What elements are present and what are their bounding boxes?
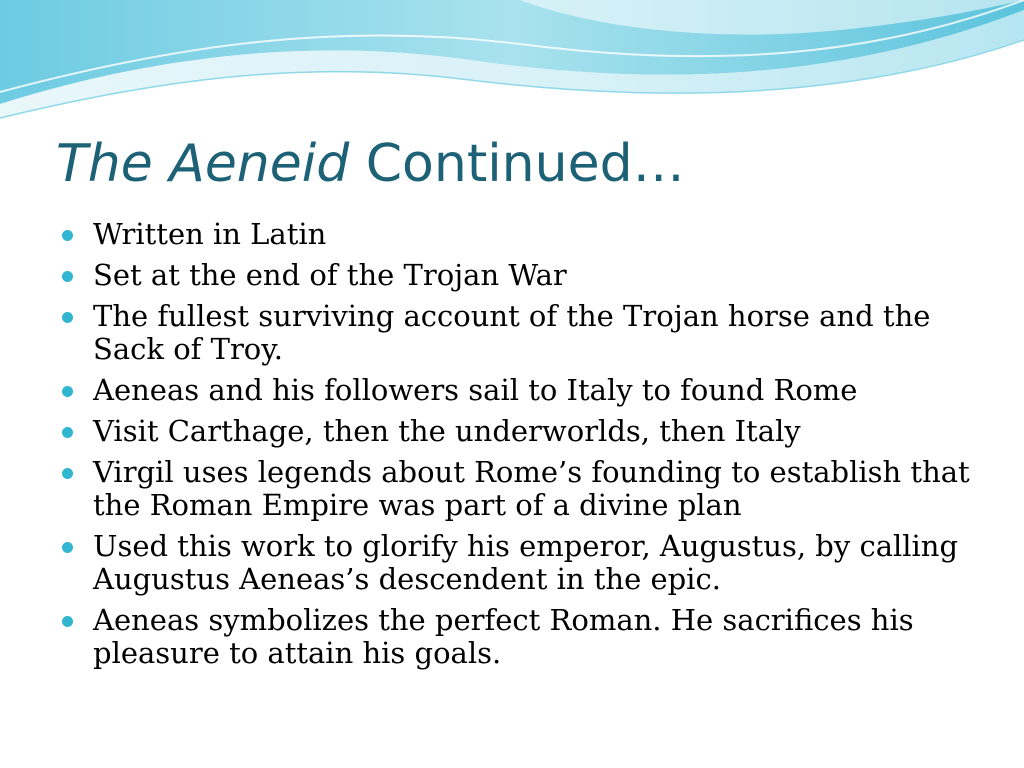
bullet-text: Aeneas and his followers sail to Italy to found Rome: [93, 373, 858, 407]
bullet-marker-icon: [62, 230, 73, 241]
bullet-text: Visit Carthage, then the underworlds, then Italy: [93, 414, 801, 448]
bullet-marker-icon: [62, 271, 73, 282]
bullet-text: Set at the end of the Trojan War: [93, 258, 567, 292]
bullet-text: Aeneas symbolizes the perfect Roman. He sacrifices his pleasure to attain his goals.: [93, 603, 914, 670]
bullet-marker-icon: [62, 427, 73, 438]
bullet-item: [62, 259, 982, 292]
bullet-marker-icon: [62, 312, 73, 323]
bullet-text: Written in Latin: [93, 217, 327, 251]
bullet-marker-icon: [62, 616, 73, 627]
wave-header-decoration: [0, 0, 1024, 130]
bullet-text: Used this work to glorify his emperor, Augustus, by calling Augustus Aeneas’s descendent in the epic.: [93, 529, 959, 596]
bullet-text: Virgil uses legends about Rome’s founding to establish that the Roman Empire was part of a divine plan: [93, 455, 970, 522]
bullet-item: [62, 456, 982, 522]
title-italic-part: The Aeneid: [56, 134, 350, 194]
bullet-text: The fullest surviving account of the Trojan horse and the Sack of Troy.: [93, 299, 931, 366]
bullet-item: [62, 218, 982, 251]
title-rest-part: Continued…: [349, 134, 685, 194]
bullet-marker-icon: [62, 386, 73, 397]
bullet-list: [62, 218, 982, 678]
bullet-item: [62, 604, 982, 670]
bullet-item: [62, 530, 982, 596]
bullet-marker-icon: [62, 468, 73, 479]
bullet-marker-icon: [62, 542, 73, 553]
bullet-item: [62, 374, 982, 407]
bullet-item: [62, 300, 982, 366]
slide-title: [56, 128, 685, 200]
bullet-item: [62, 415, 982, 448]
